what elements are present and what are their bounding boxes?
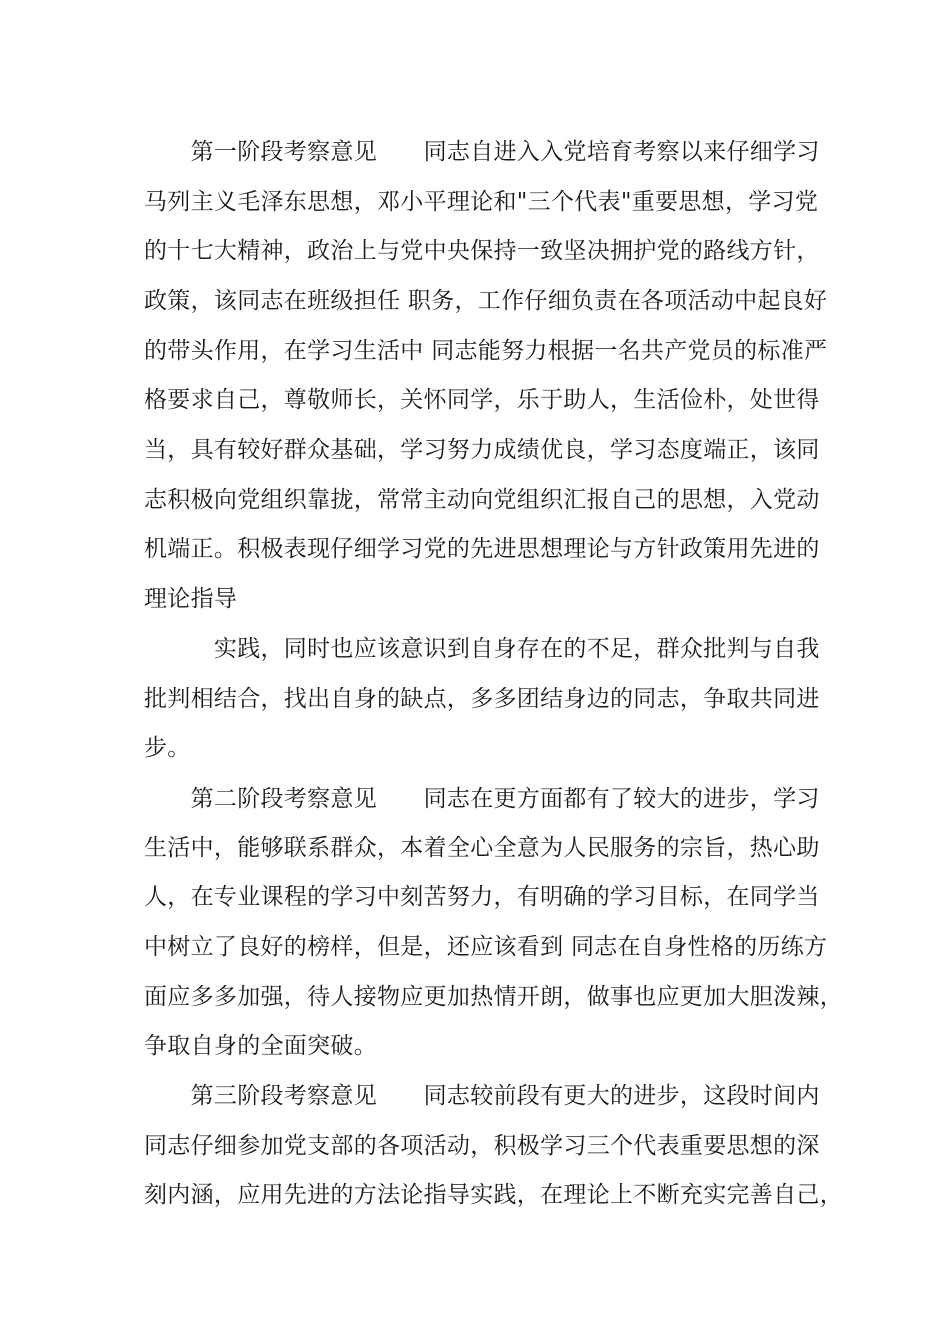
text-line: 第三阶段考察意见 同志较前段有更大的进步，这段时间内 bbox=[144, 1083, 820, 1109]
text-line: 生活中，能够联系群众，本着全心全意为人民服务的宗旨，热心助 bbox=[144, 835, 820, 861]
text-line: 面应多多加强，待人接物应更加热情开朗，做事也应更加大胆泼辣， bbox=[144, 984, 843, 1010]
text-line: 机端正。积极表现仔细学习党的先进思想理论与方针政策用先进的 bbox=[144, 536, 820, 562]
text-line: 实践，同时也应该意识到自身存在的不足，群众批判与自我 bbox=[144, 636, 820, 662]
text-line: 政策，该同志在班级担任 职务，工作仔细负责在各项活动中起良好 bbox=[144, 288, 828, 314]
text-line: 批判相结合，找出自身的缺点，多多团结身边的同志，争取共同进 bbox=[144, 686, 820, 712]
text-line: 第二阶段考察意见 同志在更方面都有了较大的进步，学习 bbox=[144, 786, 820, 812]
text-line: 的十七大精神，政治上与党中央保持一致坚决拥护党的路线方针， bbox=[144, 238, 820, 264]
text-line: 理论指导 bbox=[144, 586, 238, 612]
text-line: 人，在专业课程的学习中刻苦努力，有明确的学习目标，在同学当 bbox=[144, 884, 820, 910]
text-line: 争取自身的全面突破。 bbox=[144, 1033, 377, 1059]
text-line: 格要求自己，尊敬师长，关怀同学，乐于助人，生活俭朴，处世得 bbox=[144, 387, 820, 413]
text-line: 的带头作用，在学习生活中 同志能努力根据一名共产党员的标准严 bbox=[144, 338, 828, 364]
text-line: 当，具有较好群众基础，学习努力成绩优良，学习态度端正，该同 bbox=[144, 437, 820, 463]
text-line: 志积极向党组织靠拢，常常主动向党组织汇报自己的思想，入党动 bbox=[144, 487, 820, 513]
text-line: 第一阶段考察意见 同志自进入入党培育考察以来仔细学习 bbox=[144, 139, 820, 165]
text-line: 步。 bbox=[144, 735, 191, 761]
text-line: 刻内涵，应用先进的方法论指导实践，在理论上不断充实完善自己， bbox=[144, 1182, 843, 1208]
text-line: 同志仔细参加党支部的各项活动，积极学习三个代表重要思想的深 bbox=[144, 1133, 820, 1159]
text-line: 马列主义毛泽东思想，邓小平理论和"三个代表"重要思想，学习党 bbox=[144, 189, 819, 215]
text-line: 中树立了良好的榜样，但是，还应该看到 同志在自身性格的历练方 bbox=[144, 934, 828, 960]
